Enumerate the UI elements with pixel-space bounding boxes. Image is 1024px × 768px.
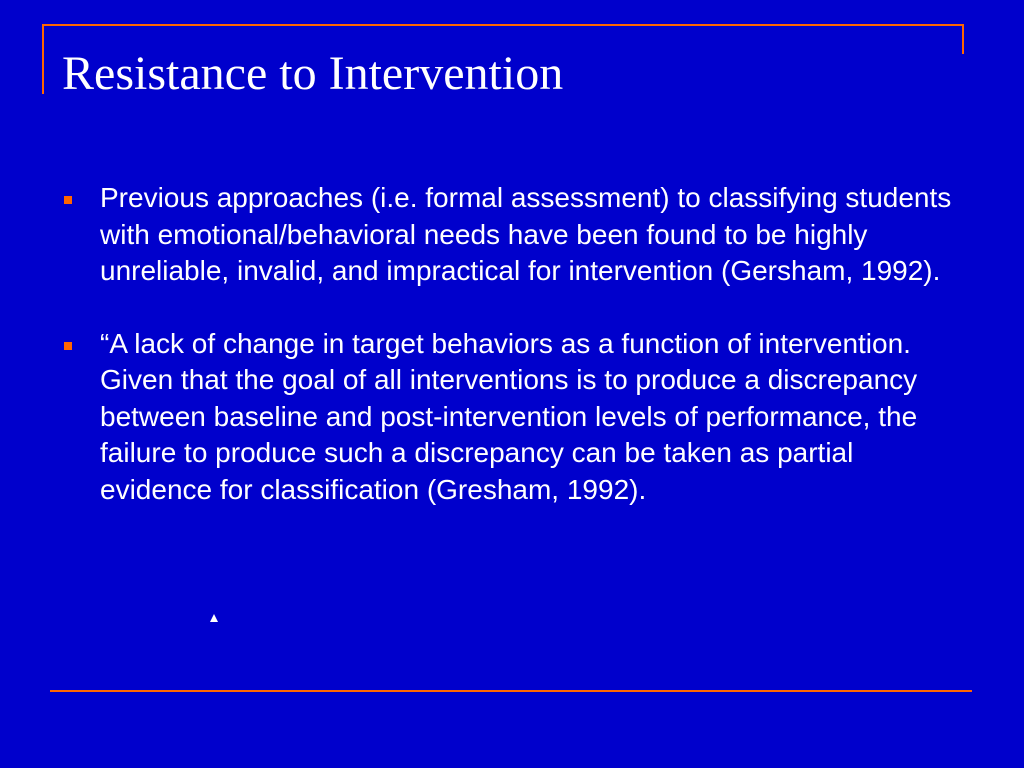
caret-up-icon xyxy=(210,614,218,622)
bullet-text: “A lack of change in target behaviors as a function of intervention. Given that the goal of all interventions is to produce a discrepancy between baseline and post-intervention levels of performance, the failure to produce such a discrepancy can be taken as partial evidence for classification (Gresham, 1992). xyxy=(100,327,918,505)
square-bullet-icon xyxy=(64,196,72,204)
bullet-item xyxy=(62,326,962,509)
slide-title: Resistance to Intervention xyxy=(62,47,564,100)
bullet-text: Previous approaches (i.e. formal assessment) to classifying students with emotional/behavioral needs have been found to be highly unreliable, invalid, and impractical for intervention (Gersham, 1992). xyxy=(100,182,952,286)
top-rule xyxy=(42,24,964,26)
square-bullet-icon xyxy=(64,342,72,350)
bullet-list xyxy=(62,180,962,544)
left-rule xyxy=(42,24,44,94)
right-rule xyxy=(962,24,964,54)
bullet-item xyxy=(62,180,962,290)
bottom-rule xyxy=(50,690,972,692)
